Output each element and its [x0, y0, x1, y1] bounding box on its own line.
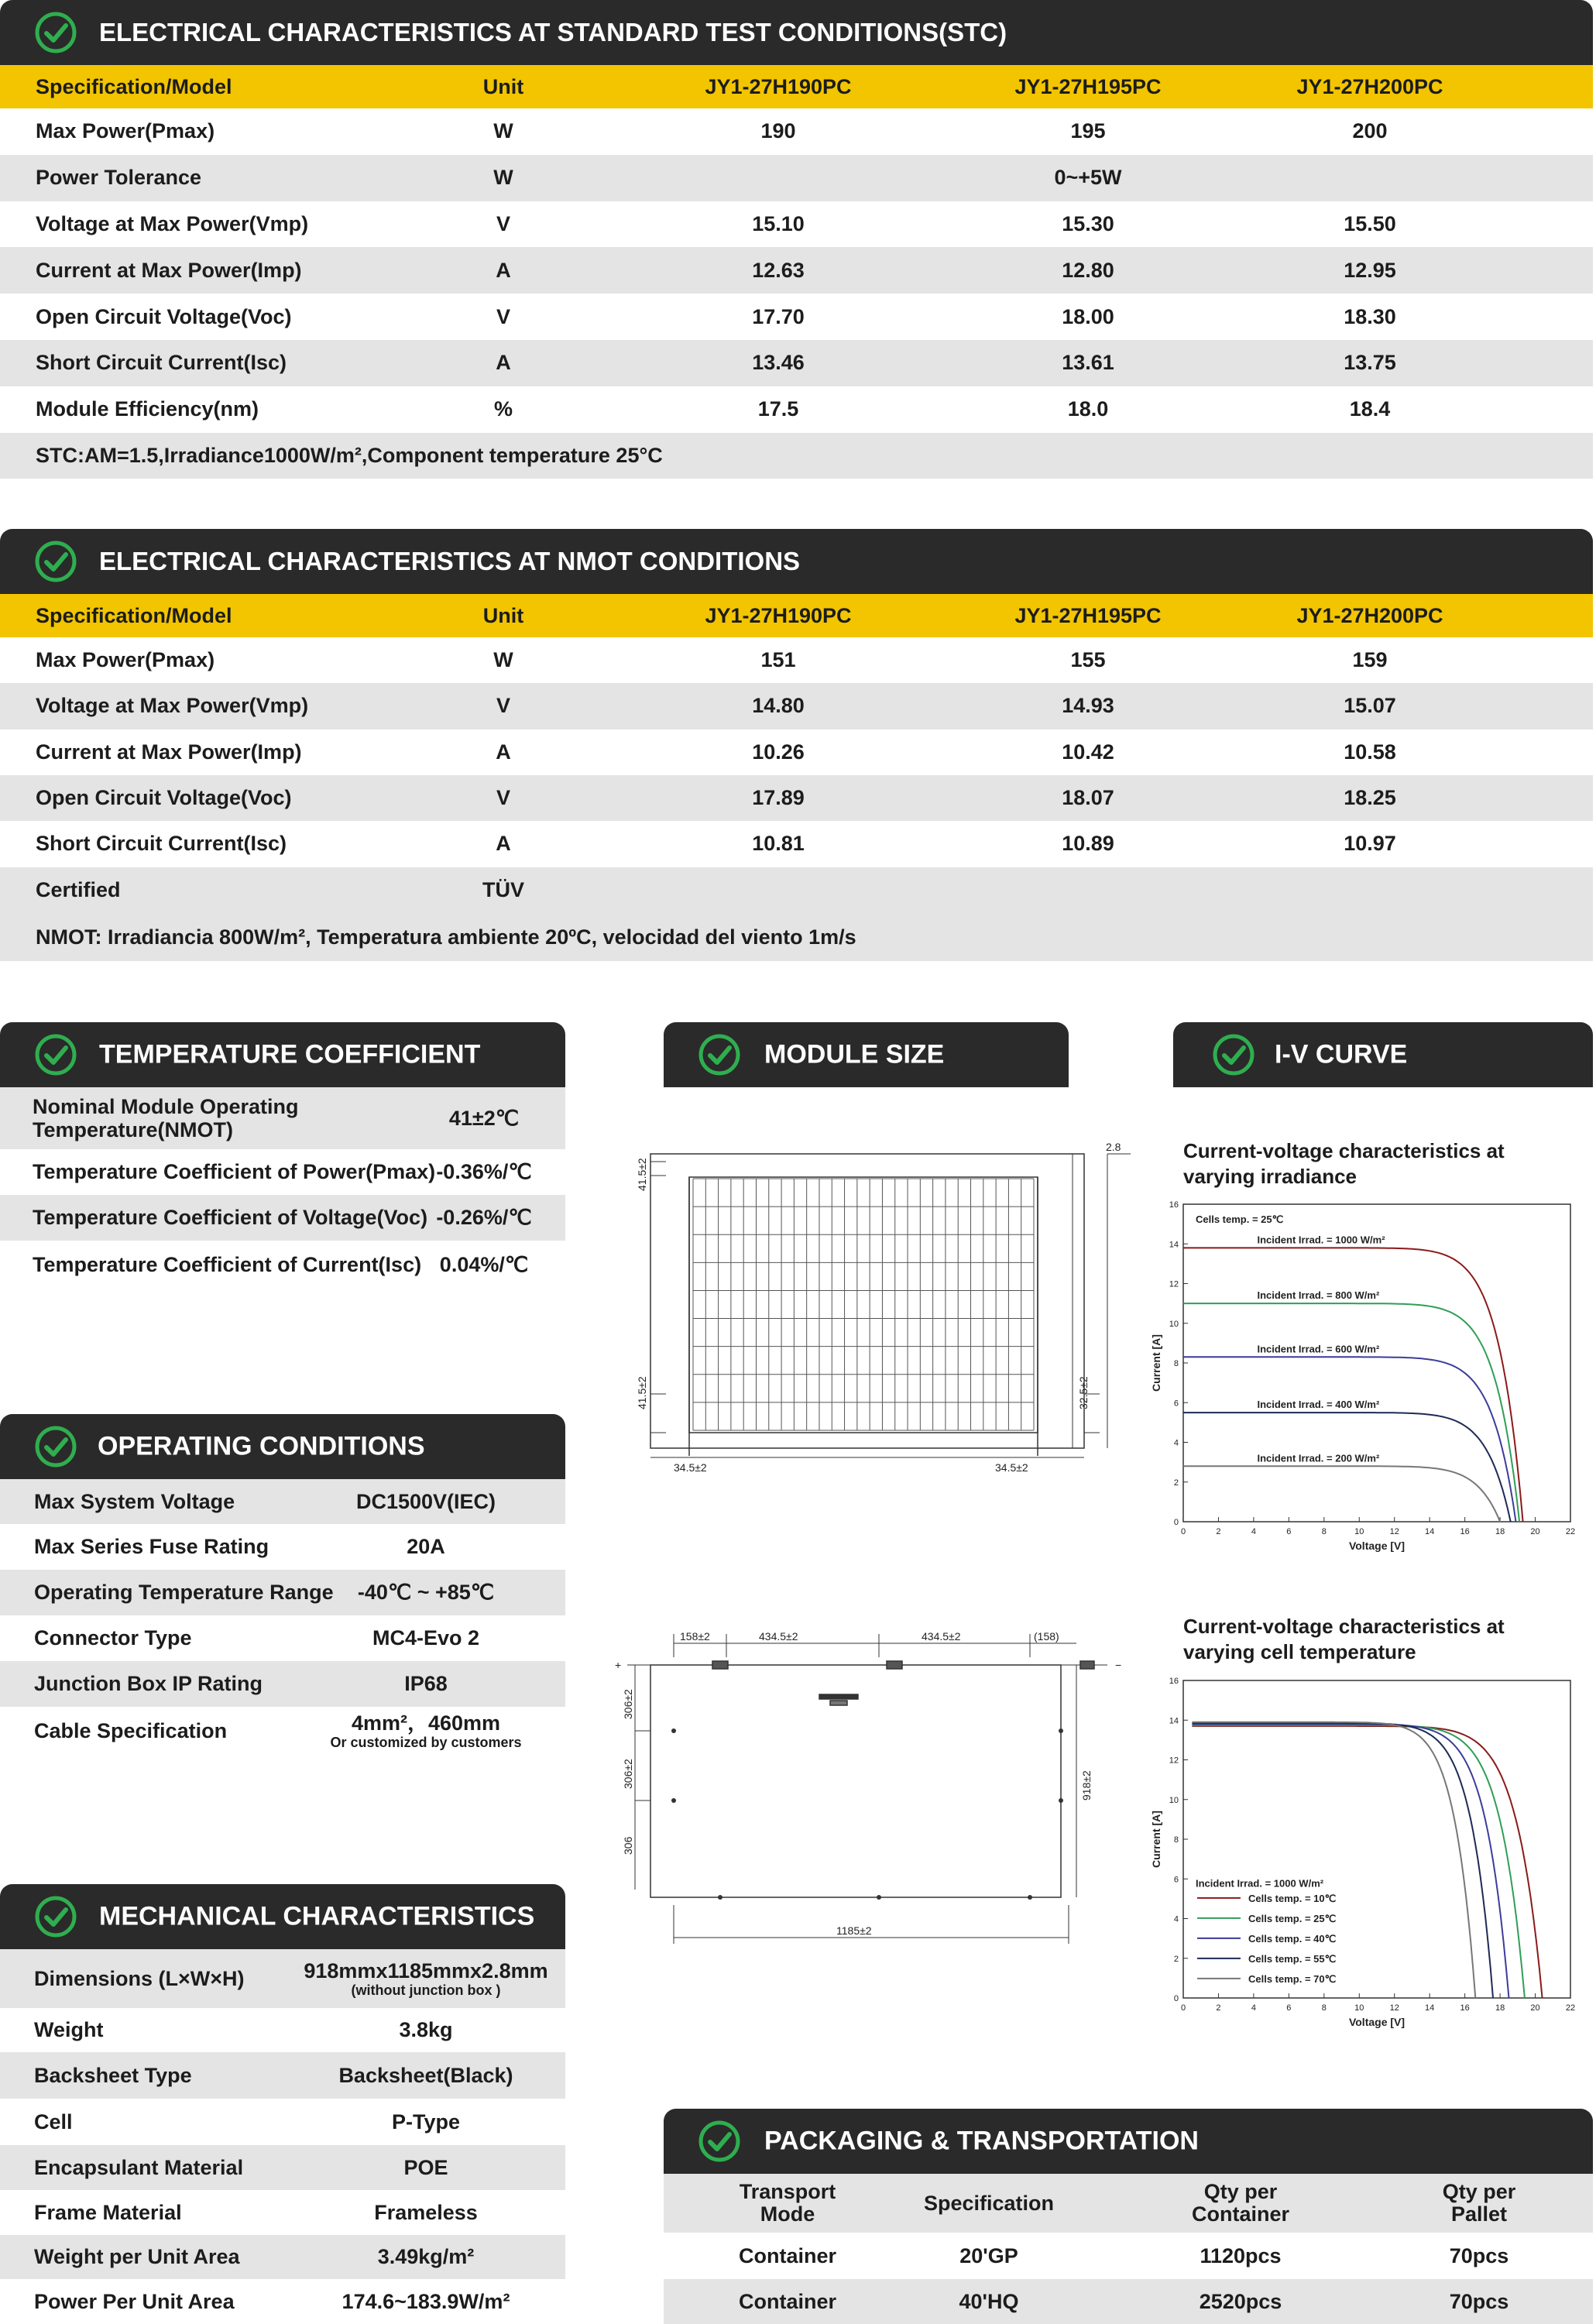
dim-back-v3: 306	[622, 1836, 634, 1855]
y-tick-label: 2	[1173, 1954, 1179, 1964]
dim-back-3: 434.5±2	[922, 1630, 961, 1643]
model-1-value: 17.5	[757, 397, 799, 421]
model-1-value: 190	[760, 119, 796, 143]
stc-table	[0, 65, 1593, 479]
y-tick-label: 4	[1173, 1914, 1179, 1924]
temp-label: Temperature Coefficient of Current(Isc)	[33, 1252, 422, 1276]
module-front-drawing	[620, 1131, 1146, 1487]
mechanical-value-main: 918mmx1185mmx2.8mm	[304, 1958, 548, 1982]
qty-container: 1120pcs	[1200, 2243, 1282, 2267]
chart-annotation: Incident Irrad. = 1000 W/m²	[1196, 1877, 1324, 1890]
mechanical-value: POE	[403, 2155, 448, 2179]
check-circle-icon	[34, 1033, 77, 1076]
dim-back-v2: 306±2	[622, 1759, 634, 1789]
temp-label: Temperature Coefficient of Voltage(Voc)	[33, 1206, 428, 1229]
spec-label: Voltage at Max Power(Vmp)	[36, 694, 309, 718]
stc-header-row	[0, 65, 1593, 108]
spec-label: Power Tolerance	[36, 166, 202, 190]
unit-value: %	[493, 397, 513, 421]
model-3-value: 18.4	[1349, 397, 1391, 421]
mechanical-title: MECHANICAL CHARACTERISTICS	[99, 1901, 535, 1931]
y-tick-label: 4	[1173, 1438, 1179, 1448]
mechanical-value: 3.49kg/m²	[377, 2245, 475, 2268]
qty-container: 2520pcs	[1199, 2289, 1282, 2313]
col-header-spec: Specification	[923, 2191, 1055, 2215]
mechanical-table	[0, 1949, 565, 2324]
temp-value: 0.04%/℃	[439, 1252, 529, 1276]
y-tick-label: 2	[1173, 1478, 1179, 1488]
packaging-table	[664, 2174, 1593, 2324]
temp-value: 41±2℃	[448, 1106, 520, 1130]
operating-row	[0, 1524, 565, 1570]
model-1-value: 10.26	[752, 740, 805, 764]
y-tick-label: 10	[1169, 1319, 1179, 1329]
temp-title: TEMPERATURE COEFFICIENT	[99, 1039, 481, 1069]
col-header-transport	[710, 2174, 865, 2233]
col-header-model-3: JY1-27H200PC	[1296, 603, 1443, 627]
check-circle-icon	[34, 1895, 77, 1938]
svg-text:+: +	[615, 1659, 622, 1671]
y-tick-label: 6	[1173, 1875, 1179, 1885]
iv-series-line	[1183, 1413, 1511, 1522]
spec-label: Open Circuit Voltage(Voc)	[36, 786, 292, 810]
col-header-unit: Unit	[482, 603, 524, 627]
x-tick-label: 18	[1495, 1527, 1505, 1536]
legend-label: Cells temp. = 40℃	[1248, 1932, 1337, 1945]
y-tick-label: 0	[1173, 1518, 1179, 1527]
unit-value: TÜV	[482, 877, 524, 901]
model-3-value: 10.58	[1344, 740, 1396, 764]
check-circle-icon	[698, 2120, 741, 2163]
operating-value	[287, 1707, 565, 1755]
stc-row	[0, 386, 1593, 433]
model-1-value: 15.10	[752, 211, 805, 235]
operating-row	[0, 1615, 565, 1661]
legend-label: Cells temp. = 70℃	[1248, 1972, 1337, 1985]
dim-back-height: 918±2	[1080, 1770, 1093, 1800]
model-2-value: 10.89	[1062, 832, 1114, 856]
unit-value: V	[496, 304, 510, 328]
stc-row	[0, 108, 1593, 155]
stc-row	[0, 155, 1593, 201]
x-tick-label: 4	[1251, 1527, 1256, 1536]
model-3-value	[1254, 867, 1486, 913]
stc-row	[0, 201, 1593, 248]
temp-value: -0.26%/℃	[436, 1206, 532, 1229]
chart-annotation: Cells temp. = 25℃	[1196, 1213, 1284, 1225]
model-1-value	[662, 155, 894, 201]
mechanical-row	[0, 2279, 565, 2324]
model-3-value: 18.30	[1344, 304, 1396, 328]
spec-label: Current at Max Power(Imp)	[36, 258, 302, 282]
model-1-value	[662, 867, 894, 913]
legend-label: Cells temp. = 10℃	[1248, 1892, 1337, 1904]
col-header-qty-container-line2: Container	[1191, 2202, 1289, 2226]
iv-chart2-title	[1183, 1614, 1505, 1665]
dim-left-margin: 41.5±2	[636, 1376, 648, 1409]
model-3-value	[1254, 155, 1486, 201]
mechanical-value: P-Type	[391, 2109, 460, 2133]
qty-pallet: 70pcs	[1449, 2289, 1509, 2313]
dim-back-4: (158)	[1034, 1630, 1059, 1643]
temp-row	[0, 1241, 565, 1289]
unit-value: A	[496, 740, 511, 764]
unit-value: W	[493, 648, 513, 672]
spec: 20'GP	[959, 2243, 1018, 2267]
col-header-transport-line2: Mode	[760, 2202, 815, 2226]
dim-back-2: 434.5±2	[759, 1630, 798, 1643]
x-tick-label: 12	[1389, 1527, 1399, 1536]
temp-label-line1: Nominal Module Operating	[33, 1095, 299, 1118]
unit-value: W	[493, 166, 513, 190]
model-1-value: 12.63	[752, 258, 805, 282]
model-3-value: 15.50	[1344, 211, 1396, 235]
col-header-transport-line1: Transport	[739, 2180, 836, 2203]
model-1-value: 17.70	[752, 304, 805, 328]
x-tick-label: 16	[1460, 2003, 1470, 2013]
operating-row	[0, 1707, 565, 1755]
series-label: Incident Irrad. = 800 W/m²	[1257, 1289, 1380, 1302]
mechanical-label: Cell	[34, 2109, 73, 2133]
temp-row	[0, 1195, 565, 1241]
packaging-title: PACKAGING & TRANSPORTATION	[764, 2126, 1199, 2156]
iv-chart1-title-line2: varying irradiance	[1183, 1165, 1357, 1188]
mechanical-label: Encapsulant Material	[34, 2155, 244, 2179]
model-1-value: 10.81	[752, 832, 805, 856]
spec: 40'HQ	[959, 2289, 1019, 2313]
mechanical-value: 3.8kg	[399, 2018, 453, 2041]
nmot-row	[0, 729, 1593, 775]
mechanical-row	[0, 2235, 565, 2279]
plot-frame	[1183, 1680, 1570, 1998]
nmot-table	[0, 594, 1593, 961]
y-tick-label: 16	[1169, 1200, 1179, 1210]
operating-value: MC4-Evo 2	[372, 1626, 480, 1649]
packaging-row	[664, 2279, 1593, 2324]
model-3-value: 15.07	[1344, 694, 1396, 718]
unit-value: A	[496, 832, 511, 856]
model-2-value: 18.07	[1062, 786, 1114, 810]
x-tick-label: 10	[1354, 2003, 1364, 2013]
series-label: Incident Irrad. = 200 W/m²	[1257, 1452, 1380, 1464]
operating-label: Junction Box IP Rating	[34, 1672, 263, 1695]
iv-chart2-title-line1: Current-voltage characteristics at	[1183, 1615, 1505, 1638]
iv-chart1-title-line1: Current-voltage characteristics at	[1183, 1139, 1505, 1162]
dim-bottom-left: 34.5±2	[674, 1461, 707, 1474]
operating-value: IP68	[404, 1672, 448, 1695]
model-2-value: 0~+5W	[1054, 166, 1122, 190]
nmot-row	[0, 821, 1593, 867]
x-tick-label: 14	[1425, 2003, 1435, 2013]
nmot-row	[0, 637, 1593, 683]
x-axis-label: Voltage [V]	[1348, 1540, 1406, 1552]
unit-value: V	[496, 211, 510, 235]
dim-right-margin: 32.5±2	[1077, 1376, 1090, 1409]
operating-value-main: 4mm²，460mm	[351, 1711, 501, 1735]
legend-label: Cells temp. = 55℃	[1248, 1952, 1337, 1965]
model-2-value: 18.00	[1062, 304, 1114, 328]
check-circle-icon	[698, 1033, 741, 1076]
temp-row	[0, 1087, 565, 1149]
packaging-header	[664, 2109, 1593, 2174]
x-tick-label: 0	[1180, 2003, 1186, 2013]
mechanical-label: Weight	[34, 2018, 104, 2041]
model-2-value: 18.0	[1067, 397, 1109, 421]
stc-note-row	[0, 433, 1593, 479]
iv-chart-irradiance	[1145, 1196, 1596, 1568]
dim-thickness: 2.8	[1106, 1141, 1121, 1153]
model-1-value: 151	[760, 648, 796, 672]
stc-title: ELECTRICAL CHARACTERISTICS AT STANDARD TEST CONDITIONS(STC)	[99, 18, 1007, 46]
operating-label: Max Series Fuse Rating	[34, 1535, 269, 1558]
model-2-value: 155	[1070, 648, 1106, 672]
transport-mode: Container	[738, 2289, 836, 2313]
col-header-model-2: JY1-27H195PC	[1014, 603, 1162, 627]
mechanical-row	[0, 2145, 565, 2190]
spec-label: Max Power(Pmax)	[36, 648, 215, 672]
mechanical-row	[0, 2190, 565, 2235]
model-3-value: 13.75	[1344, 351, 1396, 375]
model-2-value: 12.80	[1062, 258, 1114, 282]
stc-row	[0, 294, 1593, 340]
spec-label: Certified	[36, 877, 121, 901]
model-1-value: 13.46	[752, 351, 805, 375]
y-tick-label: 12	[1169, 1279, 1179, 1289]
qty-pallet: 70pcs	[1449, 2243, 1509, 2267]
iv-series-line	[1192, 1723, 1493, 1998]
stc-row	[0, 247, 1593, 294]
operating-value-note: Or customized by customers	[330, 1734, 522, 1750]
col-header-qty-pallet-line2: Pallet	[1450, 2202, 1508, 2226]
x-tick-label: 8	[1321, 1527, 1327, 1536]
x-tick-label: 14	[1425, 1527, 1435, 1536]
svg-text:−: −	[1115, 1659, 1122, 1671]
col-header-qty-pallet-line1: Qty per	[1442, 2180, 1516, 2203]
series-label: Incident Irrad. = 1000 W/m²	[1257, 1234, 1385, 1246]
model-3-value: 200	[1352, 119, 1388, 143]
y-tick-label: 16	[1169, 1677, 1179, 1686]
mechanical-label: Weight per Unit Area	[34, 2245, 240, 2268]
spec-label: Current at Max Power(Imp)	[36, 740, 302, 764]
operating-title: OPERATING CONDITIONS	[98, 1431, 425, 1461]
mechanical-label: Power Per Unit Area	[34, 2289, 235, 2313]
y-tick-label: 10	[1169, 1795, 1179, 1805]
temp-label: Temperature Coefficient of Power(Pmax)	[33, 1160, 436, 1183]
mechanical-row	[0, 2052, 565, 2099]
x-tick-label: 20	[1530, 1527, 1540, 1536]
spec-label: Voltage at Max Power(Vmp)	[36, 211, 309, 235]
mechanical-value-note: (without junction box )	[351, 1982, 501, 1998]
mechanical-value: Backsheet(Black)	[338, 2063, 513, 2087]
mechanical-value: 174.6~183.9W/m²	[342, 2289, 510, 2313]
operating-label: Connector Type	[34, 1626, 192, 1649]
temp-label-line2: Temperature(NMOT)	[33, 1118, 234, 1141]
operating-value: 20A	[407, 1535, 445, 1558]
stc-header	[0, 0, 1593, 65]
col-header-model-3: JY1-27H200PC	[1296, 74, 1443, 98]
mechanical-value-stack	[304, 1960, 547, 1998]
y-tick-label: 8	[1173, 1835, 1179, 1845]
series-label: Incident Irrad. = 400 W/m²	[1257, 1399, 1380, 1411]
operating-label: Cable Specification	[34, 1718, 228, 1742]
model-1-value: 14.80	[752, 694, 805, 718]
stc-note: STC:AM=1.5,Irradiance1000W/m²,Component temperature 25°C	[36, 444, 663, 467]
x-tick-label: 8	[1321, 2003, 1327, 2013]
stc-row	[0, 340, 1593, 386]
nmot-note-row	[0, 913, 1593, 961]
model-2-value: 10.42	[1062, 740, 1114, 764]
y-tick-label: 14	[1169, 1240, 1179, 1250]
x-tick-label: 0	[1180, 1527, 1186, 1536]
unit-value: A	[496, 258, 511, 282]
mechanical-label: Dimensions (L×W×H)	[34, 1966, 245, 1990]
packaging-header-row	[664, 2174, 1593, 2233]
y-tick-label: 8	[1173, 1359, 1179, 1368]
model-1-value: 17.89	[752, 786, 805, 810]
iv-chart1-title	[1183, 1138, 1505, 1189]
mechanical-value	[287, 1949, 565, 2008]
nmot-title: ELECTRICAL CHARACTERISTICS AT NMOT CONDITIONS	[99, 547, 801, 575]
spec-label: Module Efficiency(nm)	[36, 397, 259, 421]
x-tick-label: 10	[1354, 1527, 1364, 1536]
model-2-value: 195	[1070, 119, 1106, 143]
x-axis-label: Voltage [V]	[1348, 2016, 1406, 2028]
operating-value: -40℃ ~ +85℃	[357, 1581, 495, 1604]
x-tick-label: 12	[1389, 2003, 1399, 2013]
col-header-model-1: JY1-27H190PC	[705, 603, 852, 627]
operating-row	[0, 1479, 565, 1524]
col-header-model-2: JY1-27H195PC	[1014, 74, 1162, 98]
nmot-header	[0, 529, 1593, 594]
col-header-model-1: JY1-27H190PC	[705, 74, 852, 98]
unit-value: A	[496, 351, 511, 375]
x-tick-label: 6	[1286, 2003, 1292, 2013]
y-tick-label: 0	[1173, 1994, 1179, 2003]
dim-bottom-right: 34.5±2	[995, 1461, 1028, 1474]
x-tick-label: 4	[1251, 2003, 1256, 2013]
model-2-value	[972, 867, 1204, 913]
spec-label: Max Power(Pmax)	[36, 119, 215, 143]
temp-label	[33, 1087, 299, 1149]
nmot-row	[0, 683, 1593, 729]
col-header-qty-container	[1163, 2174, 1318, 2233]
module-size-title: MODULE SIZE	[764, 1039, 945, 1069]
temp-header	[0, 1022, 565, 1087]
operating-row	[0, 1661, 565, 1707]
mechanical-label: Frame Material	[34, 2200, 182, 2224]
spec-label: Short Circuit Current(Isc)	[36, 351, 287, 375]
x-tick-label: 2	[1216, 1527, 1221, 1536]
series-label: Incident Irrad. = 600 W/m²	[1257, 1343, 1380, 1355]
iv-series-line	[1183, 1466, 1500, 1522]
x-tick-label: 2	[1216, 2003, 1221, 2013]
operating-value: DC1500V(IEC)	[355, 1489, 496, 1513]
unit-value: W	[493, 119, 513, 143]
legend-label: Cells temp. = 25℃	[1248, 1912, 1337, 1924]
packaging-row	[664, 2233, 1593, 2279]
iv-chart-temperature	[1145, 1673, 1596, 2044]
mechanical-header	[0, 1884, 565, 1949]
dim-back-1: 158±2	[680, 1630, 710, 1643]
transport-mode: Container	[738, 2243, 836, 2267]
unit-value: V	[496, 694, 510, 718]
model-2-value: 15.30	[1062, 211, 1114, 235]
operating-header	[0, 1414, 565, 1479]
x-tick-label: 18	[1495, 2003, 1505, 2013]
col-header-qty-container-line1: Qty per	[1203, 2180, 1278, 2203]
operating-label: Operating Temperature Range	[34, 1581, 334, 1604]
dim-top-margin: 41.5±2	[636, 1158, 648, 1191]
col-header-qty-pallet	[1402, 2174, 1557, 2233]
iv-header	[1173, 1022, 1593, 1087]
spec-label: Short Circuit Current(Isc)	[36, 832, 287, 856]
module-size-header	[664, 1022, 1069, 1087]
y-axis-label: Current [A]	[1150, 1334, 1162, 1392]
model-3-value: 18.25	[1344, 786, 1396, 810]
col-header-spec: Specification/Model	[36, 74, 232, 98]
x-tick-label: 22	[1565, 1527, 1576, 1536]
iv-chart2-title-line2: varying cell temperature	[1183, 1640, 1416, 1663]
y-tick-label: 14	[1169, 1716, 1179, 1726]
model-2-value: 13.61	[1062, 351, 1114, 375]
nmot-row	[0, 867, 1593, 913]
x-tick-label: 22	[1565, 2003, 1576, 2013]
operating-value-stack	[330, 1712, 521, 1750]
nmot-row	[0, 775, 1593, 821]
mechanical-label: Backsheet Type	[34, 2063, 192, 2087]
check-circle-icon	[34, 11, 77, 54]
iv-title: I-V CURVE	[1275, 1039, 1408, 1069]
mechanical-value: Frameless	[374, 2200, 478, 2224]
check-circle-icon	[34, 1425, 77, 1468]
x-tick-label: 20	[1530, 2003, 1540, 2013]
model-3-value: 159	[1352, 648, 1388, 672]
col-header-unit: Unit	[482, 74, 524, 98]
x-tick-label: 16	[1460, 1527, 1470, 1536]
check-circle-icon	[34, 540, 77, 583]
nmot-header-row	[0, 594, 1593, 637]
col-header-spec: Specification/Model	[36, 603, 232, 627]
iv-series-line	[1192, 1725, 1525, 1998]
mechanical-row	[0, 1949, 565, 2008]
temp-row	[0, 1149, 565, 1195]
model-3-value: 10.97	[1344, 832, 1396, 856]
model-2-value: 14.93	[1062, 694, 1114, 718]
operating-table	[0, 1479, 565, 1755]
model-3-value: 12.95	[1344, 258, 1396, 282]
nmot-note: NMOT: Irradiancia 800W/m², Temperatura ambiente 20ºC, velocidad del viento 1m/s	[36, 925, 856, 949]
operating-row	[0, 1570, 565, 1615]
mechanical-row	[0, 2008, 565, 2052]
operating-label: Max System Voltage	[34, 1489, 235, 1513]
temp-value: -0.36%/℃	[436, 1160, 532, 1183]
y-axis-label: Current [A]	[1150, 1811, 1162, 1868]
module-back-drawing	[612, 1603, 1138, 1952]
mechanical-row	[0, 2099, 565, 2145]
check-circle-icon	[1212, 1033, 1255, 1076]
spec-label: Open Circuit Voltage(Voc)	[36, 304, 292, 328]
dim-back-width: 1185±2	[836, 1924, 872, 1937]
y-tick-label: 6	[1173, 1399, 1179, 1409]
temp-table	[0, 1087, 565, 1289]
y-tick-label: 12	[1169, 1756, 1179, 1766]
unit-value: V	[496, 786, 510, 810]
dim-back-v1: 306±2	[622, 1689, 634, 1719]
plot-frame	[1183, 1204, 1570, 1522]
x-tick-label: 6	[1286, 1527, 1292, 1536]
iv-series-line	[1183, 1357, 1516, 1522]
